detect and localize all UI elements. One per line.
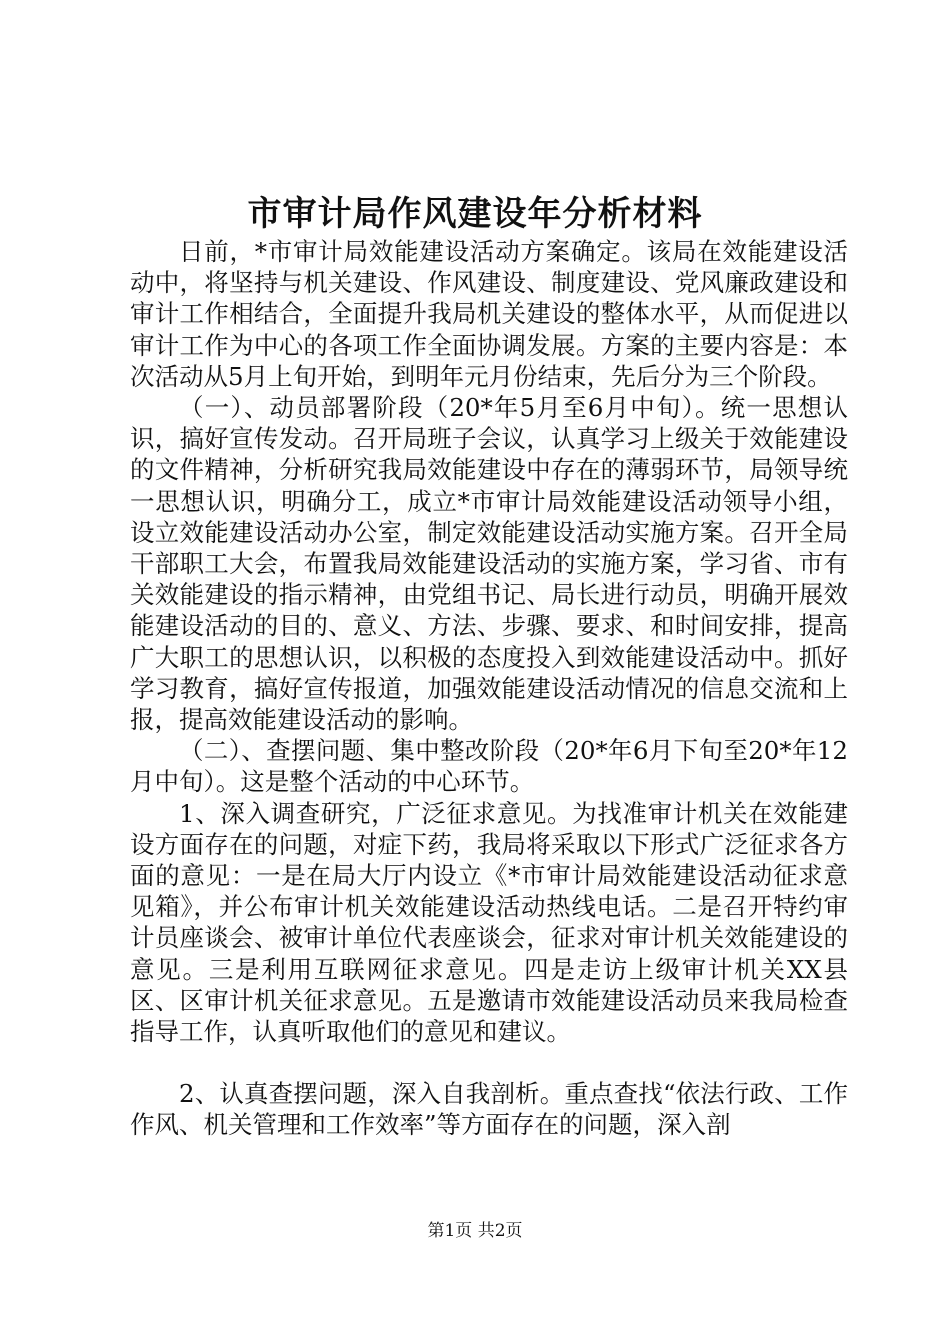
paragraph-phase-one: （一）、动员部署阶段（20*年5月至6月中旬）。统一思想认识，搞好宣传发动。召开局班子会议，认真学习上级关于效能建设的文件精神，分析研究我局效能建设中存在的薄弱环节，局领导统一思想认识，明确分工，成立*市审计局效能建设活动领导小组，设立效能建设活动办公室，制定效能建设活动实施方案。召开全局干部职工大会，布置我局效能建设活动的实施方案，学习省、市有关效能建设的指示精神，由党组书记、局长进行动员，明确开展效能建设活动的目的、意义、方法、步骤、要求、和时间安排，提高广大职工的思想认识，以积极的态度投入到效能建设活动中。抓好学习教育，搞好宣传报道，加强效能建设活动情况的信息交流和上报，提高效能建设活动的影响。 (130, 393, 848, 735)
paragraph-item-one: 1、深入调查研究，广泛征求意见。为找准审计机关在效能建设方面存在的问题，对症下药，我局将采取以下形式广泛征求各方面的意见：一是在局大厅内设立《*市审计局效能建设活动征求意见箱》，并公布审计机关效能建设活动热线电话。二是召开特约审计员座谈会、被审计单位代表座谈会，征求对审计机关效能建设的意见。三是利用互联网征求意见。四是走访上级审计机关XX县区、区审计机关征求意见。五是邀请市效能建设活动员来我局检查指导工作，认真听取他们的意见和建议。 (130, 798, 848, 1047)
paragraph-phase-two: （二）、查摆问题、集中整改阶段（20*年6月下旬至20*年12月中旬）。这是整个活动的中心环节。 (130, 736, 848, 797)
document-body (130, 236, 848, 1141)
page-number-footer: 第1页 共2页 (427, 1221, 523, 1241)
document-title: 市审计局作风建设年分析材料 (247, 194, 703, 234)
paragraph-item-two: 2、认真查摆问题，深入自我剖析。重点查找“依法行政、工作作风、机关管理和工作效率”等方面存在的问题，深入剖 (130, 1079, 848, 1140)
paragraph-intro: 日前，*市审计局效能建设活动方案确定。该局在效能建设活动中，将坚持与机关建设、作风建设、制度建设、党风廉政建设和审计工作相结合，全面提升我局机关建设的整体水平，从而促进以审计工作为中心的各项工作全面协调发展。方案的主要内容是：本次活动从5月上旬开始，到明年元月份结束，先后分为三个阶段。 (130, 237, 848, 391)
